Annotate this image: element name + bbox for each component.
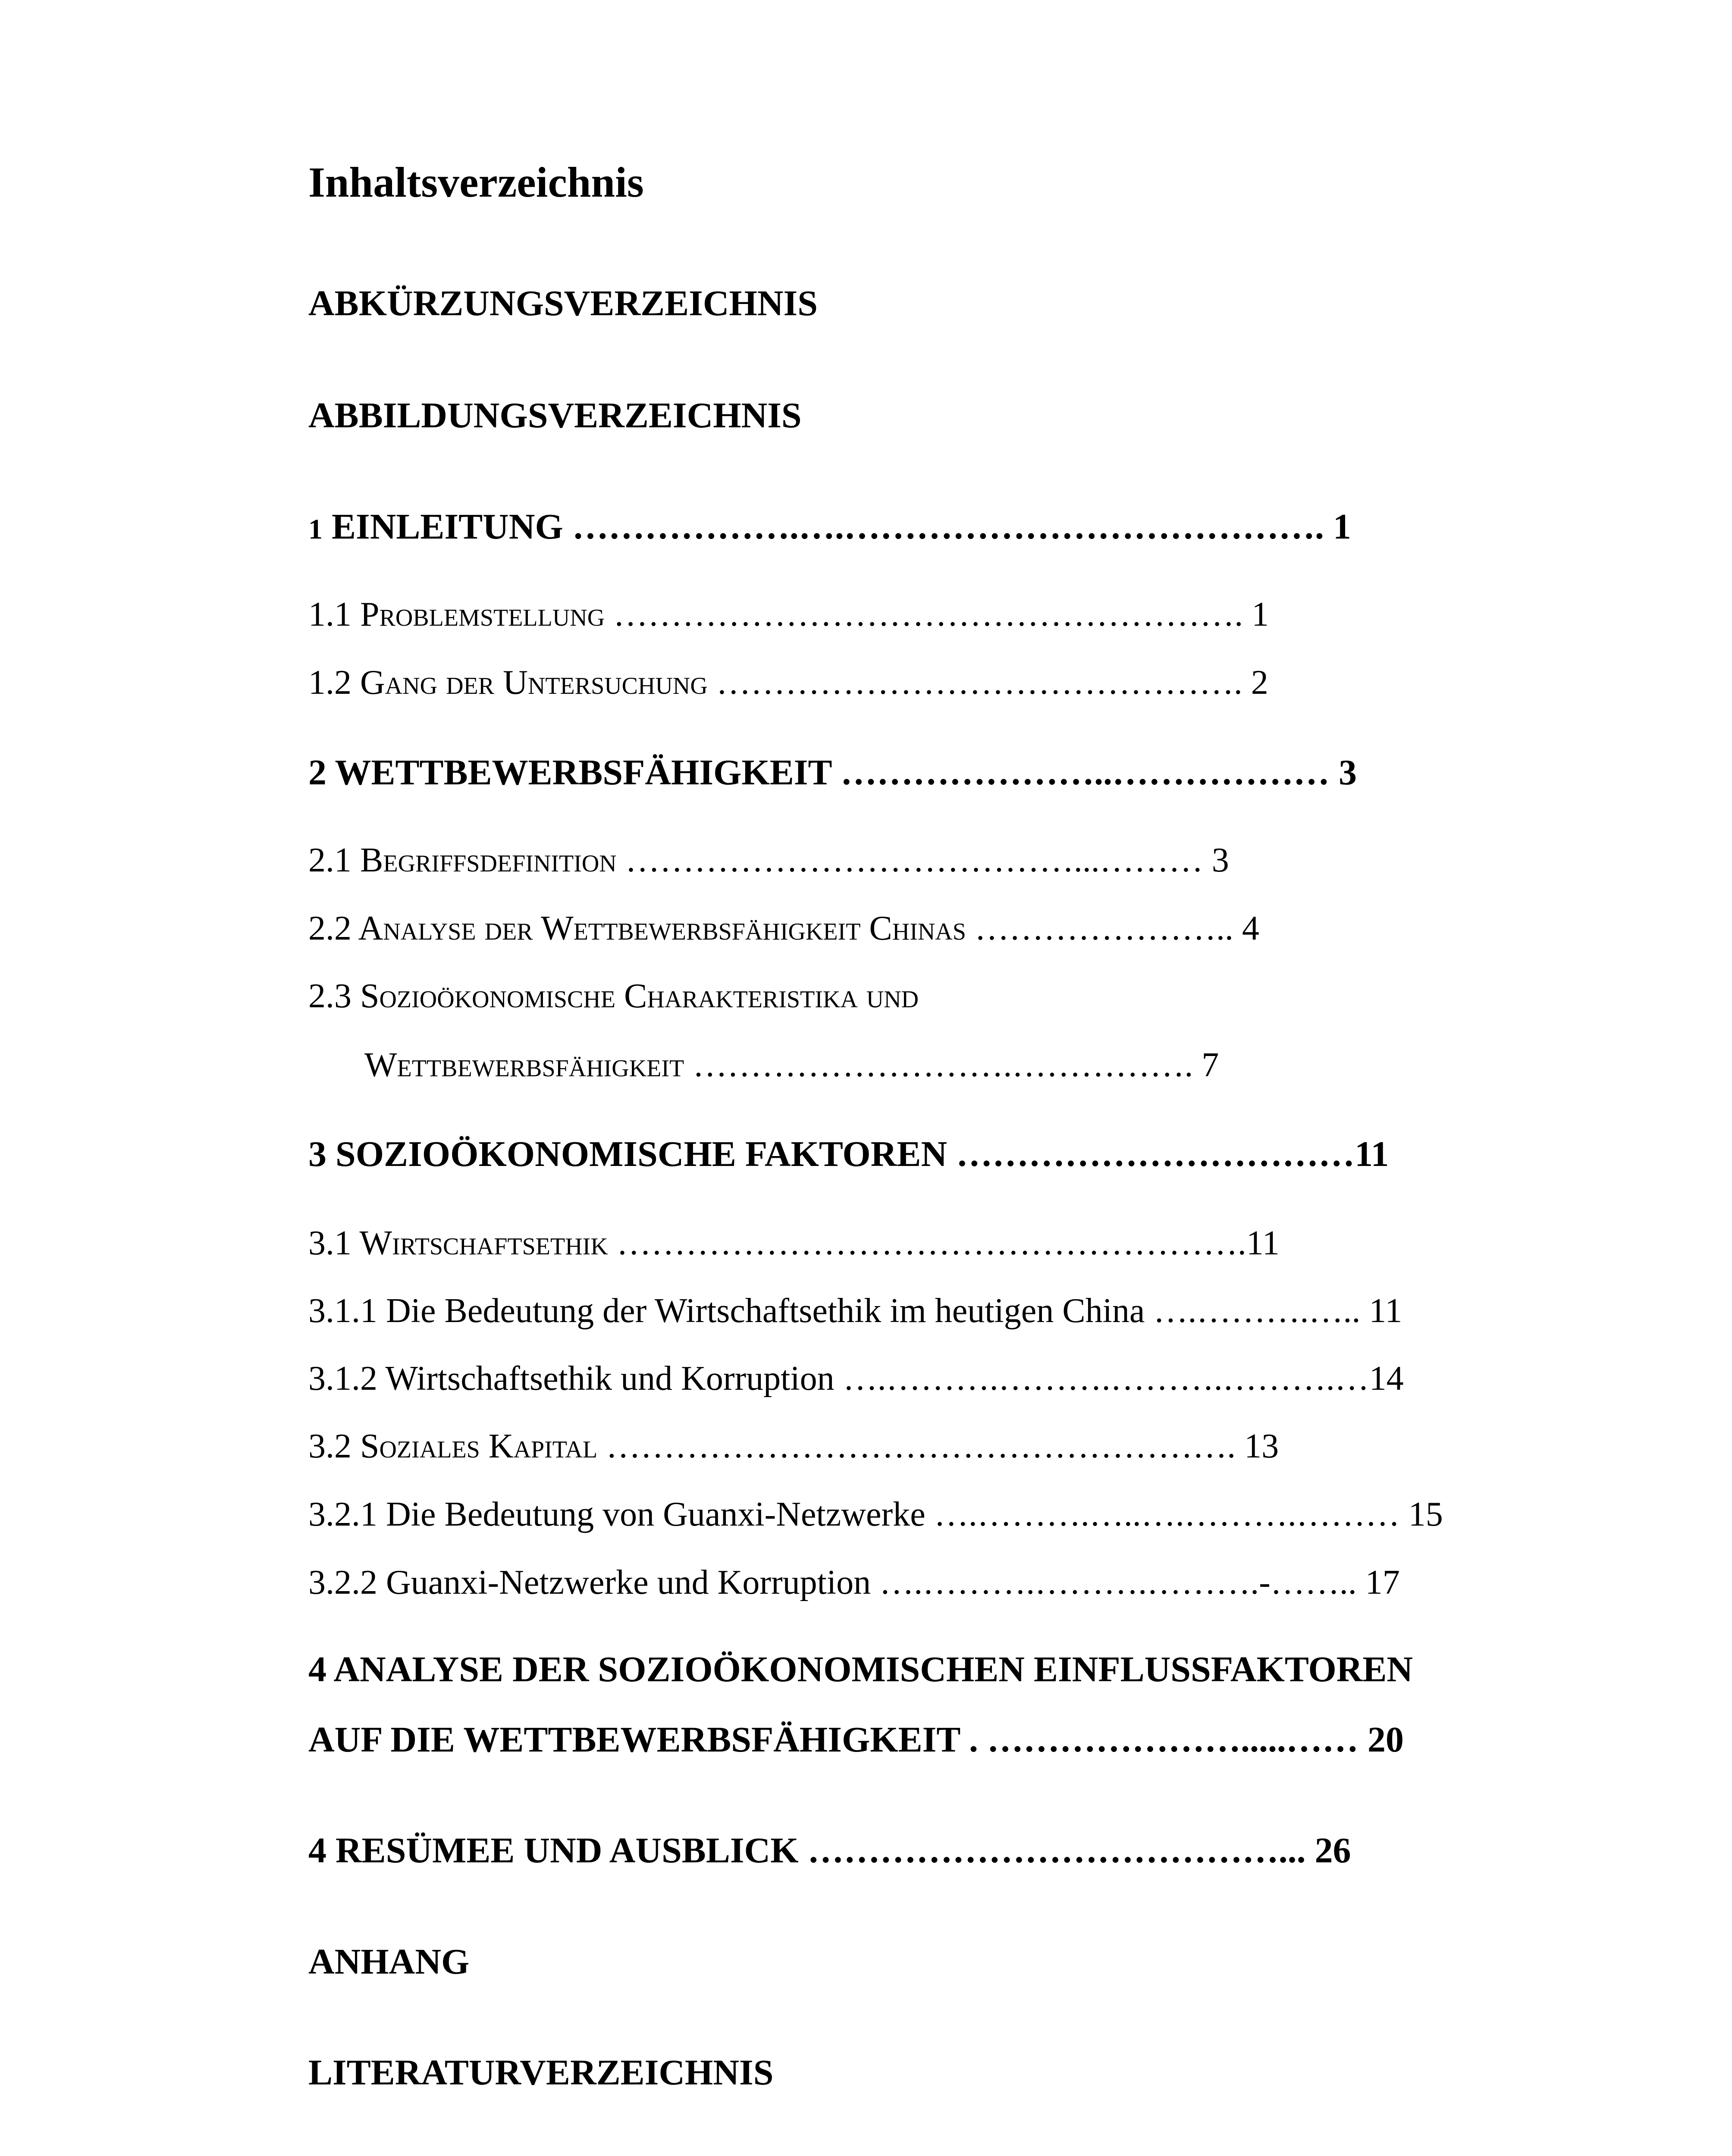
toc-entry-analyse-einflussfaktoren-cont: AUF DIE WETTBEWERBSFÄHIGKEIT . ………………….....…… 20 — [308, 1720, 1404, 1760]
toc-entry-bedeutung-guanxi: 3.2.1 Die Bedeutung von Guanxi-Netzwerke ….……….…..….……….……… 15 — [308, 1495, 1443, 1533]
toc-entry-einleitung — [308, 509, 1351, 545]
toc-entry-wettbewerbsfaehigkeit: 2 WETTBEWERBSFÄHIGKEIT …………………..……………… 3 — [308, 752, 1357, 793]
toc-entry-abbildungsverzeichnis: ABBILDUNGSVERZEICHNIS — [308, 395, 802, 436]
toc-entry-soziooekonomische-charakteristika-cont: Wettbewerbsfähigkeit ……………………….……………. 7 — [364, 1046, 1219, 1084]
toc-entry-einleitung-number: 1 — [308, 514, 323, 545]
toc-entry-soziooekonomische-charakteristika: 2.3 Sozioökonomische Charakteristika und — [308, 977, 919, 1015]
toc-entry-bedeutung-wirtschaftsethik: 3.1.1 Die Bedeutung der Wirtschaftsethik im heutigen China ….……….….. 11 — [308, 1292, 1403, 1330]
toc-entry-problemstellung: 1.1 Problemstellung ………………………………………………. 1 — [308, 595, 1269, 633]
toc-entry-soziooekonomische-faktoren: 3 SOZIOÖKONOMISCHE FAKTOREN ……………………………11 — [308, 1134, 1389, 1174]
toc-entry-wirtschaftsethik-korruption: 3.1.2 Wirtschaftsethik und Korruption ….……….……….……….……….…14 — [308, 1360, 1404, 1398]
toc-entry-begriffsdefinition: 2.1 Begriffsdefinition …………………………………...……… 3 — [308, 841, 1229, 879]
toc-entry-literaturverzeichnis: LITERATURVERZEICHNIS — [308, 2053, 774, 2093]
toc-entry-resuemee-ausblick: 4 RESÜMEE UND AUSBLICK …………………………………... 26 — [308, 1830, 1351, 1871]
toc-entry-abkuerzungsverzeichnis: ABKÜRZUNGSVERZEICHNIS — [308, 283, 818, 323]
toc-entry-analyse-einflussfaktoren: 4 ANALYSE DER SOZIOÖKONOMISCHEN EINFLUSSFAKTOREN — [308, 1649, 1413, 1689]
page-title: Inhaltsverzeichnis — [308, 158, 644, 206]
toc-entry-soziales-kapital: 3.2 Soziales Kapital ………………………………………………. 13 — [308, 1427, 1279, 1465]
toc-entry-guanxi-korruption: 3.2.2 Guanxi-Netzwerke und Korruption ….……….……….……….-…….. 17 — [308, 1564, 1400, 1601]
toc-entry-analyse-wettbewerbsfaehigkeit-chinas: 2.2 Analyse der Wettbewerbsfähigkeit Chinas ………………….. 4 — [308, 909, 1259, 947]
toc-entry-einleitung-text: EINLEITUNG ……………….….…………………………………. 1 — [323, 507, 1351, 547]
toc-entry-anhang: ANHANG — [308, 1942, 470, 1982]
toc-entry-wirtschaftsethik: 3.1 Wirtschaftsethik ……………………………………………….11 — [308, 1224, 1280, 1262]
toc-entry-gang-der-untersuchung: 1.2 Gang der Untersuchung ………………………………………. 2 — [308, 664, 1268, 702]
